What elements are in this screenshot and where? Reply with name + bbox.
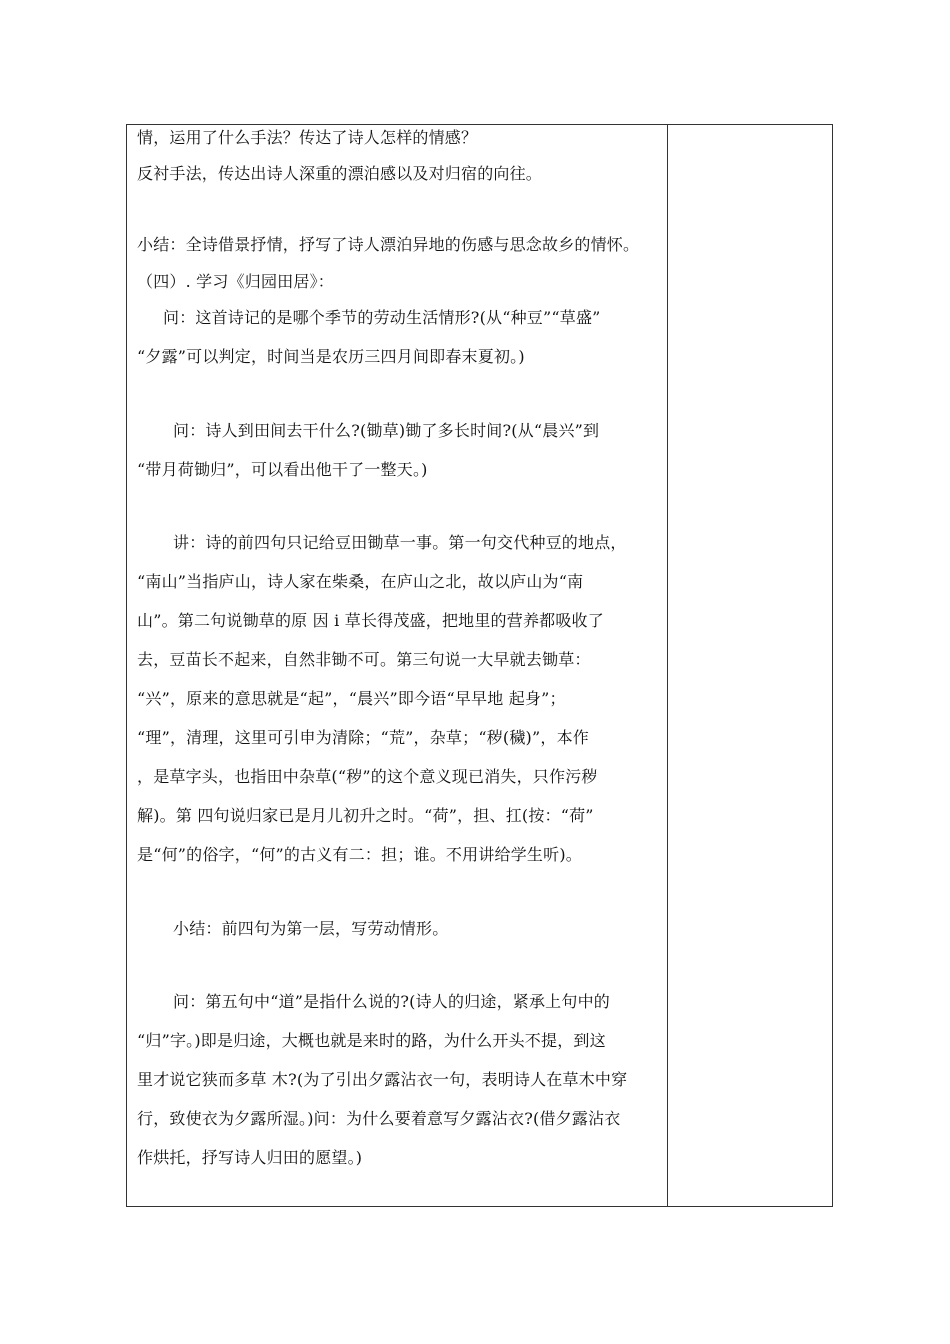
text-line: 问：第五句中“道”是指什么说的?(诗人的归途，紧承上句中的 [173, 992, 610, 1011]
text-line: “带月荷锄归”，可以看出他干了一整天。) [137, 460, 428, 479]
text-line: 小结：全诗借景抒情，抒写了诗人漂泊异地的伤感与思念故乡的情怀。 [137, 235, 640, 254]
text-line: 解)。第 四句说归家已是月儿初升之时。“荷”，担、扛(按：“荷” [137, 806, 594, 825]
side-cell [668, 125, 832, 1206]
text-line: 作烘托，抒写诗人归田的愿望。) [137, 1148, 363, 1167]
text-line: ，是草字头，也指田中杂草(“秽”的这个意义现已消失，只作污秽 [137, 767, 598, 786]
text-line: 小结：前四句为第一层，写劳动情形。 [173, 919, 449, 938]
text-line: “归”字。)即是归途，大概也就是来时的路，为什么开头不提，到这 [137, 1031, 606, 1050]
text-line: 反衬手法，传达出诗人深重的漂泊感以及对归宿的向往。 [137, 164, 543, 183]
text-line: 问：这首诗记的是哪个季节的劳动生活情形?(从“种豆”“草盛” [163, 308, 601, 327]
text-line: “夕露”可以判定，时间当是农历三四月间即春末夏初。) [137, 347, 525, 366]
text-line: 里才说它狭而多草 木?(为了引出夕露沾衣一句，表明诗人在草木中穿 [137, 1070, 628, 1089]
text-line: “兴”，原来的意思就是“起”，“晨兴”即今语“早早地 起身”； [137, 689, 566, 708]
text-line: 情，运用了什么手法？传达了诗人怎样的情感？ [137, 128, 478, 147]
text-line: 山”。第二句说锄草的原 因 i 草长得茂盛，把地里的营养都吸收了 [137, 611, 604, 630]
text-line: 去，豆苗长不起来，自然非锄不可。第三句说一大早就去锄草： [137, 650, 591, 669]
text-line: 行，致使衣为夕露所湿。)问：为什么要着意写夕露沾衣?(借夕露沾衣 [137, 1109, 621, 1128]
text-line: “理”，清理，这里可引申为清除；“荒”，杂草；“秽(穢)”，本作 [137, 728, 589, 747]
text-line: 问：诗人到田间去干什么?(锄草)锄了多长时间?(从“晨兴”到 [173, 421, 600, 440]
text-line: 讲：诗的前四句只记给豆田锄草一事。第一句交代种豆的地点， [173, 533, 627, 552]
text-line: （四）. 学习《归园田居》： [137, 272, 334, 291]
text-line: 是“何”的俗字，“何”的古义有二：担；谁。不用讲给学生听)。 [137, 845, 582, 864]
text-line: “南山”当指庐山，诗人家在柴桑，在庐山之北，故以庐山为“南 [137, 572, 584, 591]
content-table [126, 124, 833, 1207]
